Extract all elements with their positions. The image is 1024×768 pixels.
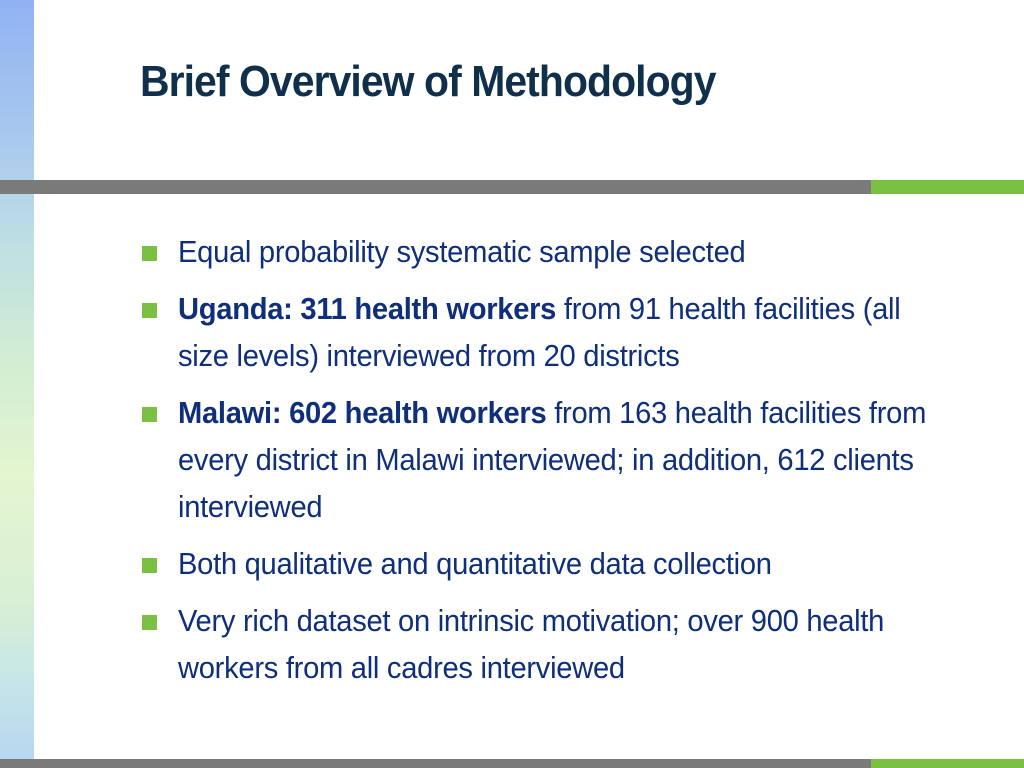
bullet-text [178, 285, 958, 379]
bullet-body-text: Equal probability systematic sample selected [178, 234, 746, 269]
bullet-body-text: Both qualitative and quantitative data collection [178, 546, 772, 581]
bullet-body-text: Very rich dataset on intrinsic motivation; over 900 health workers from all cadres interviewed [178, 603, 885, 685]
bullet-text [178, 389, 958, 530]
bullet-text [178, 228, 958, 275]
bullet-text [178, 540, 958, 587]
bullet-item [140, 389, 990, 530]
bullet-list [140, 228, 990, 701]
bullet-body-text: from 163 health facilities from every district in Malawi interviewed; in addition, 612 clients interviewed [178, 395, 927, 524]
green-square-icon [142, 246, 157, 261]
bullet-body-text: from 91 health facilities (all size levels) interviewed from 20 districts [178, 291, 901, 373]
footer-bar-gray [0, 759, 871, 768]
title-divider-gray [0, 180, 871, 194]
side-gradient-band [0, 0, 34, 768]
green-square-icon [142, 615, 157, 630]
bullet-bold-text: Uganda: 311 health workers [178, 291, 557, 326]
bullet-item [140, 597, 990, 691]
bullet-item [140, 228, 990, 275]
bullet-item [140, 285, 990, 379]
green-square-icon [142, 407, 157, 422]
bullet-item [140, 540, 990, 587]
title-divider-green [871, 180, 1024, 194]
bullet-text [178, 597, 958, 691]
bullet-bold-text: Malawi: 602 health workers [178, 395, 547, 430]
slide-title: Brief Overview of Methodology [140, 57, 716, 106]
footer-bar-green [871, 759, 1024, 768]
green-square-icon [142, 558, 157, 573]
green-square-icon [142, 303, 157, 318]
